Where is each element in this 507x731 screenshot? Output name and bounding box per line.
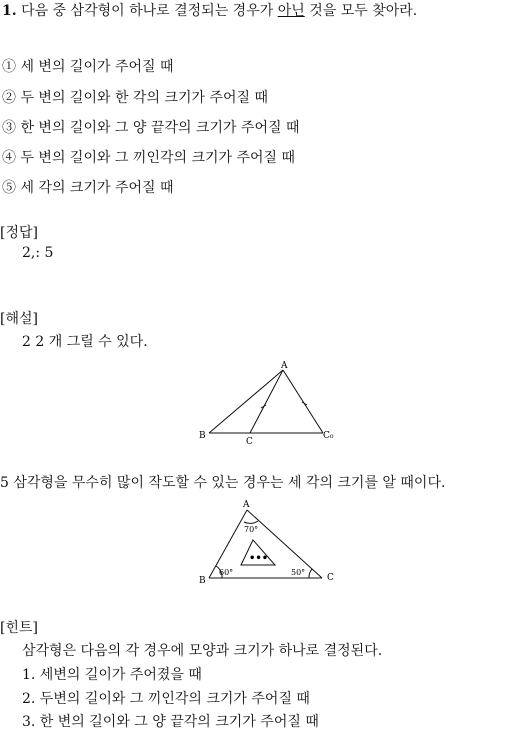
angle-label-a: 70° (244, 525, 259, 534)
explanation-line-1: 2 2 개 그릴 수 있다. (22, 334, 148, 350)
angle-label-c: 50° (291, 568, 306, 577)
outer-side-ac (247, 510, 322, 578)
explanation-line-2: 5 삼각형을 무수히 많이 작도할 수 있는 경우는 세 각의 크기를 알 때이다. (0, 475, 446, 491)
answer-value: 2,: 5 (22, 245, 54, 261)
angle-arc-a (244, 521, 258, 523)
answer-heading: [정답] (0, 225, 38, 241)
label-c: C (246, 437, 253, 447)
question-underlined-word: 아닌 (277, 3, 305, 19)
option-4: ④ 두 변의 길이와 그 끼인각의 크기가 주어질 때 (2, 150, 296, 166)
label-a: A (243, 500, 250, 510)
question (2, 0, 417, 20)
hint-intro: 삼각형은 다음의 각 경우에 모양과 크기가 하나로 결정된다. (22, 643, 383, 659)
question-text-before: 다음 중 삼각형이 하나로 결정되는 경우가 (21, 3, 278, 19)
option-1: ① 세 변의 길이가 주어질 때 (2, 59, 174, 75)
figure-two-triangles (195, 358, 340, 448)
label-c0: C₀ (323, 431, 334, 441)
label-c: C (327, 573, 334, 583)
option-3: ③ 한 변의 길이와 그 양 끝각의 크기가 주어질 때 (2, 120, 300, 136)
inner-triangle-dots: ••• (249, 553, 269, 564)
hint-heading: [힌트] (0, 620, 38, 636)
angle-arc-c (309, 569, 312, 578)
question-number: 1. (2, 3, 17, 19)
hint-item-1: 1. 세변의 길이가 주어졌을 때 (22, 667, 202, 683)
label-b: B (199, 576, 206, 586)
angle-label-b: 60° (219, 568, 234, 577)
option-2: ② 두 변의 길이와 한 각의 크기가 주어질 때 (2, 90, 268, 106)
hint-item-3: 3. 한 변의 길이와 그 양 끝각의 크기가 주어질 때 (22, 714, 319, 730)
hint-item-2: 2. 두변의 길이와 그 끼인각의 크기가 주어질 때 (22, 691, 310, 707)
side-ac0 (283, 370, 323, 433)
explanation-heading: [해설] (0, 311, 38, 327)
figure-similar-triangles (195, 498, 340, 590)
label-a: A (281, 361, 288, 371)
question-text-after: 것을 모두 찾아라. (304, 3, 418, 19)
label-b: B (199, 431, 206, 441)
option-5: ⑤ 세 각의 크기가 주어질 때 (2, 180, 174, 196)
side-ab (209, 370, 283, 433)
side-ac (250, 370, 283, 433)
